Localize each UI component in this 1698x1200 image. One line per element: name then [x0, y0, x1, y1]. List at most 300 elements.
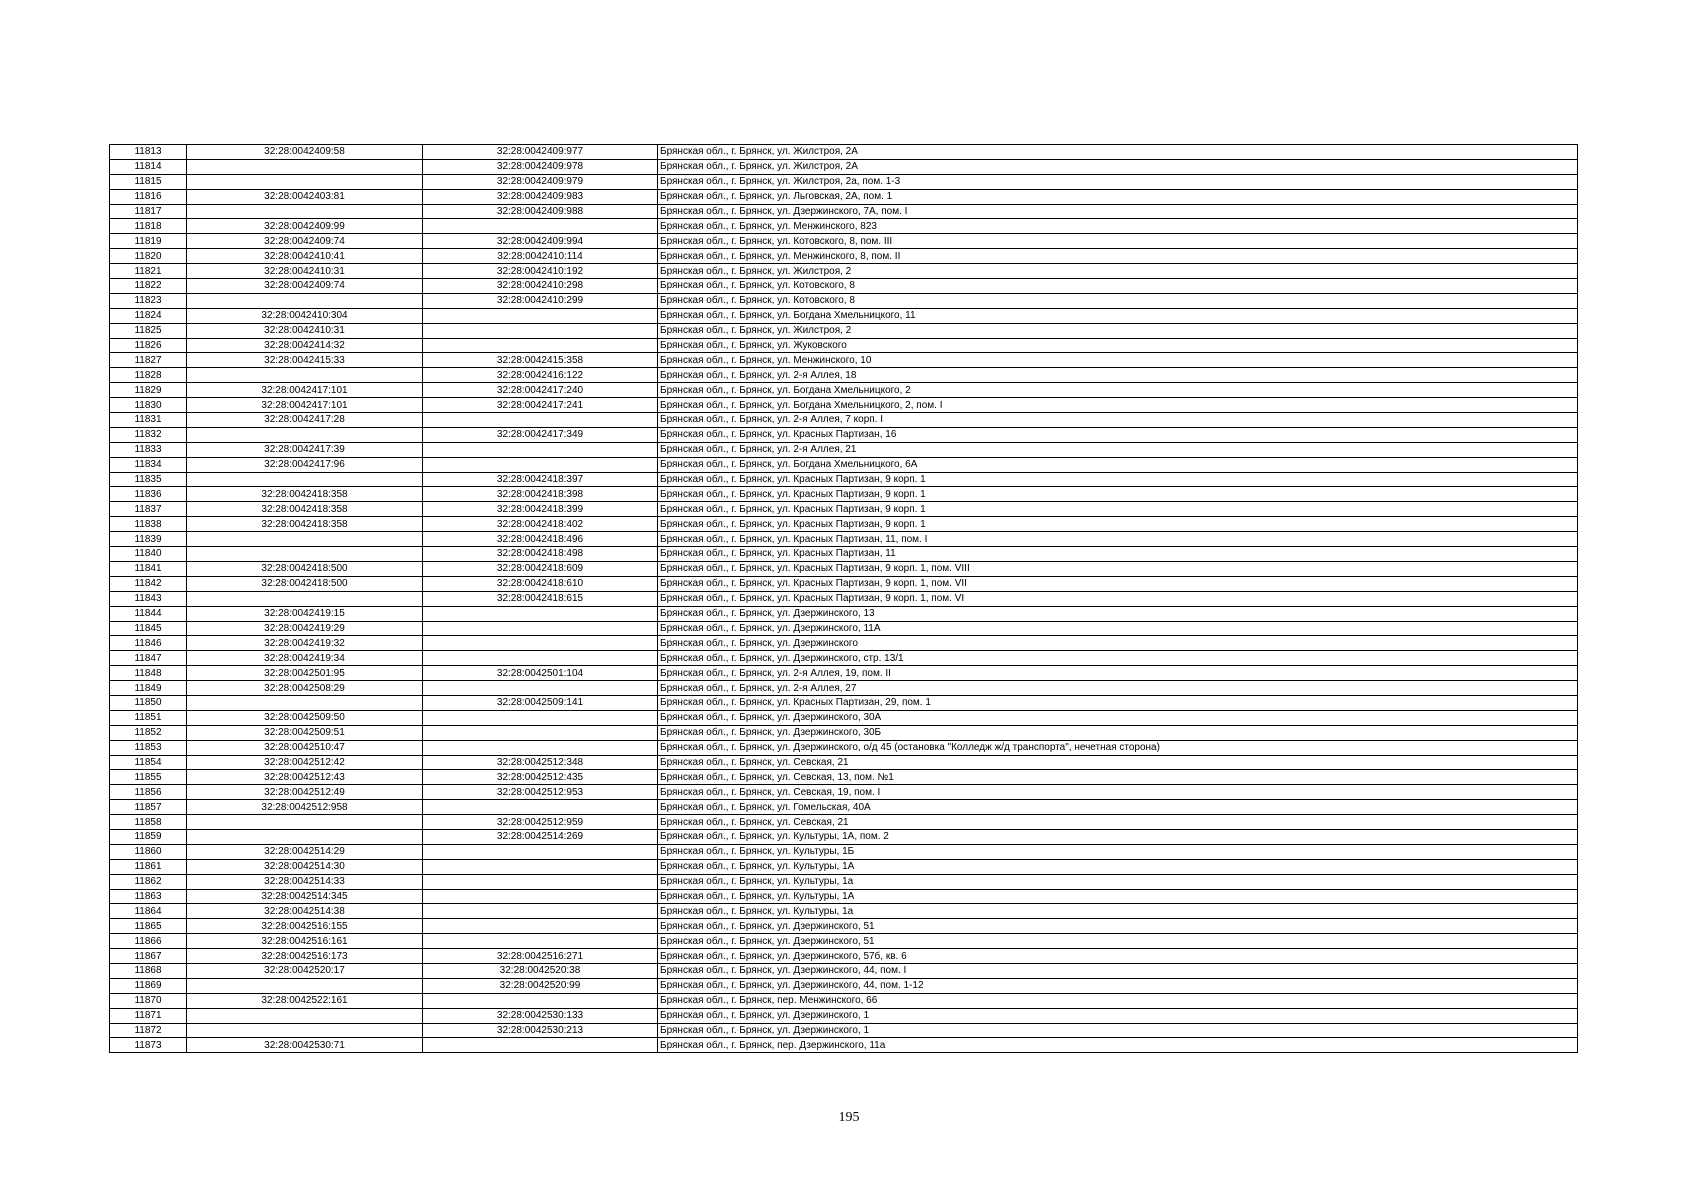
address-cell: Брянская обл., г. Брянск, ул. Котовского, 8 — [658, 279, 1578, 294]
address-cell: Брянская обл., г. Брянск, ул. Жилстроя, 2 — [658, 264, 1578, 279]
land-cadastral-number-cell: 32:28:0042516:161 — [187, 934, 423, 949]
address-cell: Брянская обл., г. Брянск, ул. 2-я Аллея, 7 корп. I — [658, 413, 1578, 428]
table-row — [110, 829, 1578, 844]
land-cadastral-number-cell: 32:28:0042530:71 — [187, 1038, 423, 1053]
row-number-cell: 11849 — [110, 681, 187, 696]
building-cadastral-number-cell: 32:28:0042417:241 — [423, 398, 658, 413]
land-cadastral-number-cell: 32:28:0042520:17 — [187, 963, 423, 978]
row-number-cell: 11872 — [110, 1023, 187, 1038]
table-row — [110, 815, 1578, 830]
row-number-cell: 11854 — [110, 755, 187, 770]
address-cell: Брянская обл., г. Брянск, пер. Менжинского, 66 — [658, 993, 1578, 1008]
land-cadastral-number-cell — [187, 368, 423, 383]
building-cadastral-number-cell — [423, 800, 658, 815]
row-number-cell: 11866 — [110, 934, 187, 949]
land-cadastral-number-cell — [187, 1023, 423, 1038]
row-number-cell: 11839 — [110, 532, 187, 547]
building-cadastral-number-cell: 32:28:0042409:988 — [423, 204, 658, 219]
land-cadastral-number-cell: 32:28:0042509:50 — [187, 710, 423, 725]
address-cell: Брянская обл., г. Брянск, ул. Красных Партизан, 9 корп. 1 — [658, 517, 1578, 532]
building-cadastral-number-cell: 32:28:0042418:609 — [423, 561, 658, 576]
table-row — [110, 398, 1578, 413]
table-row — [110, 249, 1578, 264]
table-row — [110, 636, 1578, 651]
land-cadastral-number-cell: 32:28:0042512:42 — [187, 755, 423, 770]
table-row — [110, 666, 1578, 681]
address-cell: Брянская обл., г. Брянск, ул. 2-я Аллея, 21 — [658, 442, 1578, 457]
row-number-cell: 11837 — [110, 502, 187, 517]
row-number-cell: 11840 — [110, 547, 187, 562]
row-number-cell: 11830 — [110, 398, 187, 413]
address-cell: Брянская обл., г. Брянск, ул. Менжинского, 8, пом. II — [658, 249, 1578, 264]
row-number-cell: 11825 — [110, 323, 187, 338]
row-number-cell: 11824 — [110, 308, 187, 323]
table-row — [110, 487, 1578, 502]
land-cadastral-number-cell: 32:28:0042418:358 — [187, 502, 423, 517]
address-cell: Брянская обл., г. Брянск, ул. Дзержинского, 1 — [658, 1008, 1578, 1023]
address-cell: Брянская обл., г. Брянск, ул. Котовского, 8 — [658, 293, 1578, 308]
row-number-cell: 11857 — [110, 800, 187, 815]
land-cadastral-number-cell: 32:28:0042410:31 — [187, 323, 423, 338]
land-cadastral-number-cell: 32:28:0042410:31 — [187, 264, 423, 279]
table-row — [110, 1023, 1578, 1038]
address-cell: Брянская обл., г. Брянск, ул. Дзержинского — [658, 636, 1578, 651]
address-cell: Брянская обл., г. Брянск, ул. Дзержинского, 44, пом. I — [658, 963, 1578, 978]
table-row — [110, 159, 1578, 174]
land-cadastral-number-cell: 32:28:0042417:101 — [187, 398, 423, 413]
land-cadastral-number-cell: 32:28:0042409:58 — [187, 145, 423, 160]
land-cadastral-number-cell: 32:28:0042410:304 — [187, 308, 423, 323]
row-number-cell: 11861 — [110, 859, 187, 874]
address-cell: Брянская обл., г. Брянск, ул. Жилстроя, 2а, пом. 1-3 — [658, 174, 1578, 189]
table-row — [110, 472, 1578, 487]
address-cell: Брянская обл., г. Брянск, ул. Красных Партизан, 9 корп. 1 — [658, 487, 1578, 502]
table-row — [110, 174, 1578, 189]
land-cadastral-number-cell: 32:28:0042510:47 — [187, 740, 423, 755]
land-cadastral-number-cell: 32:28:0042410:41 — [187, 249, 423, 264]
address-cell: Брянская обл., г. Брянск, ул. Культуры, 1А, пом. 2 — [658, 829, 1578, 844]
building-cadastral-number-cell — [423, 919, 658, 934]
building-cadastral-number-cell: 32:28:0042501:104 — [423, 666, 658, 681]
row-number-cell: 11868 — [110, 963, 187, 978]
address-cell: Брянская обл., г. Брянск, ул. Дзержинского, 57б, кв. 6 — [658, 949, 1578, 964]
row-number-cell: 11858 — [110, 815, 187, 830]
row-number-cell: 11822 — [110, 279, 187, 294]
building-cadastral-number-cell — [423, 219, 658, 234]
building-cadastral-number-cell: 32:28:0042530:133 — [423, 1008, 658, 1023]
address-cell: Брянская обл., г. Брянск, ул. Севская, 21 — [658, 815, 1578, 830]
land-cadastral-number-cell: 32:28:0042508:29 — [187, 681, 423, 696]
land-cadastral-number-cell: 32:28:0042419:15 — [187, 606, 423, 621]
address-cell: Брянская обл., г. Брянск, ул. Дзержинского, 51 — [658, 919, 1578, 934]
row-number-cell: 11834 — [110, 457, 187, 472]
address-cell: Брянская обл., г. Брянск, ул. Дзержинского, 30Б — [658, 725, 1578, 740]
address-cell: Брянская обл., г. Брянск, ул. Красных Партизан, 29, пом. 1 — [658, 695, 1578, 710]
row-number-cell: 11870 — [110, 993, 187, 1008]
table-row — [110, 785, 1578, 800]
table-row — [110, 532, 1578, 547]
building-cadastral-number-cell: 32:28:0042410:114 — [423, 249, 658, 264]
building-cadastral-number-cell: 32:28:0042409:983 — [423, 189, 658, 204]
table-row — [110, 279, 1578, 294]
address-cell: Брянская обл., г. Брянск, ул. Жилстроя, 2А — [658, 145, 1578, 160]
building-cadastral-number-cell: 32:28:0042418:615 — [423, 591, 658, 606]
table-row — [110, 725, 1578, 740]
row-number-cell: 11818 — [110, 219, 187, 234]
table-row — [110, 234, 1578, 249]
address-cell: Брянская обл., г. Брянск, ул. 2-я Аллея, 27 — [658, 681, 1578, 696]
building-cadastral-number-cell: 32:28:0042514:269 — [423, 829, 658, 844]
building-cadastral-number-cell — [423, 457, 658, 472]
row-number-cell: 11867 — [110, 949, 187, 964]
building-cadastral-number-cell — [423, 651, 658, 666]
address-cell: Брянская обл., г. Брянск, ул. Красных Партизан, 11 — [658, 547, 1578, 562]
land-cadastral-number-cell — [187, 159, 423, 174]
address-cell: Брянская обл., г. Брянск, ул. Красных Партизан, 9 корп. 1, пом. VII — [658, 576, 1578, 591]
address-cell: Брянская обл., г. Брянск, ул. Дзержинского, 11А — [658, 621, 1578, 636]
page-number: 195 — [838, 1110, 860, 1125]
land-cadastral-number-cell: 32:28:0042418:500 — [187, 576, 423, 591]
land-cadastral-number-cell: 32:28:0042516:173 — [187, 949, 423, 964]
land-cadastral-number-cell — [187, 174, 423, 189]
land-cadastral-number-cell: 32:28:0042414:32 — [187, 338, 423, 353]
row-number-cell: 11826 — [110, 338, 187, 353]
table-row — [110, 591, 1578, 606]
building-cadastral-number-cell: 32:28:0042418:402 — [423, 517, 658, 532]
row-number-cell: 11814 — [110, 159, 187, 174]
building-cadastral-number-cell — [423, 442, 658, 457]
building-cadastral-number-cell: 32:28:0042512:959 — [423, 815, 658, 830]
building-cadastral-number-cell — [423, 993, 658, 1008]
building-cadastral-number-cell: 32:28:0042418:397 — [423, 472, 658, 487]
address-cell: Брянская обл., г. Брянск, ул. Дзержинского, 13 — [658, 606, 1578, 621]
table-row — [110, 219, 1578, 234]
building-cadastral-number-cell — [423, 874, 658, 889]
table-row — [110, 710, 1578, 725]
land-cadastral-number-cell: 32:28:0042514:33 — [187, 874, 423, 889]
address-cell: Брянская обл., г. Брянск, ул. Культуры, 1а — [658, 874, 1578, 889]
building-cadastral-number-cell: 32:28:0042410:298 — [423, 279, 658, 294]
address-cell: Брянская обл., г. Брянск, ул. Севская, 19, пом. I — [658, 785, 1578, 800]
land-cadastral-number-cell: 32:28:0042514:29 — [187, 844, 423, 859]
land-cadastral-number-cell: 32:28:0042417:39 — [187, 442, 423, 457]
row-number-cell: 11864 — [110, 904, 187, 919]
address-cell: Брянская обл., г. Брянск, ул. Жилстроя, 2 — [658, 323, 1578, 338]
land-cadastral-number-cell: 32:28:0042501:95 — [187, 666, 423, 681]
land-cadastral-number-cell: 32:28:0042417:96 — [187, 457, 423, 472]
building-cadastral-number-cell: 32:28:0042418:398 — [423, 487, 658, 502]
land-cadastral-number-cell — [187, 815, 423, 830]
row-number-cell: 11829 — [110, 383, 187, 398]
table-row — [110, 308, 1578, 323]
building-cadastral-number-cell: 32:28:0042417:349 — [423, 427, 658, 442]
row-number-cell: 11831 — [110, 413, 187, 428]
row-number-cell: 11841 — [110, 561, 187, 576]
address-cell: Брянская обл., г. Брянск, ул. Красных Партизан, 9 корп. 1 — [658, 502, 1578, 517]
building-cadastral-number-cell: 32:28:0042418:610 — [423, 576, 658, 591]
table-row — [110, 740, 1578, 755]
table-row — [110, 963, 1578, 978]
address-cell: Брянская обл., г. Брянск, ул. Красных Партизан, 9 корп. 1 — [658, 472, 1578, 487]
building-cadastral-number-cell — [423, 859, 658, 874]
row-number-cell: 11855 — [110, 770, 187, 785]
address-cell: Брянская обл., г. Брянск, ул. Жуковского — [658, 338, 1578, 353]
table-row — [110, 353, 1578, 368]
building-cadastral-number-cell — [423, 681, 658, 696]
land-cadastral-number-cell: 32:28:0042419:32 — [187, 636, 423, 651]
address-cell: Брянская обл., г. Брянск, ул. Гомельская, 40А — [658, 800, 1578, 815]
table-row — [110, 621, 1578, 636]
building-cadastral-number-cell — [423, 413, 658, 428]
row-number-cell: 11871 — [110, 1008, 187, 1023]
land-cadastral-number-cell: 32:28:0042512:43 — [187, 770, 423, 785]
table-row — [110, 993, 1578, 1008]
address-cell: Брянская обл., г. Брянск, ул. Дзержинского, 30А — [658, 710, 1578, 725]
building-cadastral-number-cell — [423, 621, 658, 636]
land-cadastral-number-cell: 32:28:0042514:30 — [187, 859, 423, 874]
building-cadastral-number-cell: 32:28:0042418:399 — [423, 502, 658, 517]
row-number-cell: 11865 — [110, 919, 187, 934]
address-cell: Брянская обл., г. Брянск, пер. Дзержинского, 11а — [658, 1038, 1578, 1053]
address-cell: Брянская обл., г. Брянск, ул. Дзержинского, 51 — [658, 934, 1578, 949]
building-cadastral-number-cell: 32:28:0042516:271 — [423, 949, 658, 964]
table-row — [110, 919, 1578, 934]
land-cadastral-number-cell: 32:28:0042417:28 — [187, 413, 423, 428]
building-cadastral-number-cell: 32:28:0042512:953 — [423, 785, 658, 800]
address-cell: Брянская обл., г. Брянск, ул. Богдана Хмельницкого, 6А — [658, 457, 1578, 472]
table-row — [110, 561, 1578, 576]
land-cadastral-number-cell: 32:28:0042415:33 — [187, 353, 423, 368]
building-cadastral-number-cell: 32:28:0042415:358 — [423, 353, 658, 368]
building-cadastral-number-cell: 32:28:0042417:240 — [423, 383, 658, 398]
row-number-cell: 11820 — [110, 249, 187, 264]
land-cadastral-number-cell: 32:28:0042512:958 — [187, 800, 423, 815]
row-number-cell: 11821 — [110, 264, 187, 279]
land-cadastral-number-cell: 32:28:0042522:161 — [187, 993, 423, 1008]
address-cell: Брянская обл., г. Брянск, ул. Льговская, 2А, пом. 1 — [658, 189, 1578, 204]
address-cell: Брянская обл., г. Брянск, ул. Дзержинского, 7А, пом. I — [658, 204, 1578, 219]
row-number-cell: 11843 — [110, 591, 187, 606]
address-cell: Брянская обл., г. Брянск, ул. Котовского, 8, пом. III — [658, 234, 1578, 249]
land-cadastral-number-cell: 32:28:0042403:81 — [187, 189, 423, 204]
building-cadastral-number-cell — [423, 844, 658, 859]
address-cell: Брянская обл., г. Брянск, ул. Красных Партизан, 16 — [658, 427, 1578, 442]
table-row — [110, 189, 1578, 204]
building-cadastral-number-cell — [423, 710, 658, 725]
building-cadastral-number-cell: 32:28:0042530:213 — [423, 1023, 658, 1038]
row-number-cell: 11873 — [110, 1038, 187, 1053]
building-cadastral-number-cell — [423, 889, 658, 904]
row-number-cell: 11816 — [110, 189, 187, 204]
table-row — [110, 949, 1578, 964]
land-cadastral-number-cell — [187, 695, 423, 710]
address-cell: Брянская обл., г. Брянск, ул. Культуры, 1А — [658, 889, 1578, 904]
table-row — [110, 755, 1578, 770]
table-row — [110, 1008, 1578, 1023]
row-number-cell: 11815 — [110, 174, 187, 189]
address-cell: Брянская обл., г. Брянск, ул. 2-я Аллея, 19, пом. II — [658, 666, 1578, 681]
table-row — [110, 1038, 1578, 1053]
address-cell: Брянская обл., г. Брянск, ул. Красных Партизан, 9 корп. 1, пом. VI — [658, 591, 1578, 606]
land-cadastral-number-cell — [187, 829, 423, 844]
table-row — [110, 338, 1578, 353]
table-row — [110, 874, 1578, 889]
table-row — [110, 606, 1578, 621]
row-number-cell: 11817 — [110, 204, 187, 219]
address-cell: Брянская обл., г. Брянск, ул. Богдана Хмельницкого, 2 — [658, 383, 1578, 398]
table-row — [110, 651, 1578, 666]
building-cadastral-number-cell: 32:28:0042520:99 — [423, 978, 658, 993]
row-number-cell: 11863 — [110, 889, 187, 904]
land-cadastral-number-cell: 32:28:0042512:49 — [187, 785, 423, 800]
address-cell: Брянская обл., г. Брянск, ул. Богдана Хмельницкого, 2, пом. I — [658, 398, 1578, 413]
table-row — [110, 204, 1578, 219]
land-cadastral-number-cell: 32:28:0042409:74 — [187, 234, 423, 249]
land-cadastral-number-cell — [187, 532, 423, 547]
address-cell: Брянская обл., г. Брянск, ул. Богдана Хмельницкого, 11 — [658, 308, 1578, 323]
address-cell: Брянская обл., г. Брянск, ул. Дзержинского, 44, пом. 1-12 — [658, 978, 1578, 993]
address-cell: Брянская обл., г. Брянск, ул. Культуры, 1Б — [658, 844, 1578, 859]
table-row — [110, 576, 1578, 591]
table-row — [110, 502, 1578, 517]
row-number-cell: 11813 — [110, 145, 187, 160]
row-number-cell: 11847 — [110, 651, 187, 666]
row-number-cell: 11823 — [110, 293, 187, 308]
land-cadastral-number-cell — [187, 1008, 423, 1023]
address-cell: Брянская обл., г. Брянск, ул. Дзержинского, о/д 45 (остановка "Колледж ж/д транспорта", нечетная сторона) — [658, 740, 1578, 755]
land-cadastral-number-cell — [187, 547, 423, 562]
row-number-cell: 11842 — [110, 576, 187, 591]
land-cadastral-number-cell — [187, 472, 423, 487]
building-cadastral-number-cell: 32:28:0042409:977 — [423, 145, 658, 160]
land-cadastral-number-cell: 32:28:0042514:38 — [187, 904, 423, 919]
address-cell: Брянская обл., г. Брянск, ул. Красных Партизан, 11, пом. I — [658, 532, 1578, 547]
building-cadastral-number-cell: 32:28:0042520:38 — [423, 963, 658, 978]
table-row — [110, 413, 1578, 428]
row-number-cell: 11852 — [110, 725, 187, 740]
building-cadastral-number-cell: 32:28:0042512:348 — [423, 755, 658, 770]
building-cadastral-number-cell — [423, 934, 658, 949]
building-cadastral-number-cell: 32:28:0042409:978 — [423, 159, 658, 174]
row-number-cell: 11833 — [110, 442, 187, 457]
land-cadastral-number-cell — [187, 427, 423, 442]
row-number-cell: 11850 — [110, 695, 187, 710]
row-number-cell: 11844 — [110, 606, 187, 621]
table-row — [110, 517, 1578, 532]
table-row — [110, 293, 1578, 308]
building-cadastral-number-cell: 32:28:0042416:122 — [423, 368, 658, 383]
building-cadastral-number-cell: 32:28:0042409:979 — [423, 174, 658, 189]
land-cadastral-number-cell: 32:28:0042418:500 — [187, 561, 423, 576]
row-number-cell: 11859 — [110, 829, 187, 844]
table-row — [110, 681, 1578, 696]
table-row — [110, 934, 1578, 949]
building-cadastral-number-cell — [423, 323, 658, 338]
building-cadastral-number-cell: 32:28:0042409:994 — [423, 234, 658, 249]
land-cadastral-number-cell — [187, 293, 423, 308]
address-cell: Брянская обл., г. Брянск, ул. 2-я Аллея, 18 — [658, 368, 1578, 383]
row-number-cell: 11828 — [110, 368, 187, 383]
table-row — [110, 383, 1578, 398]
address-cell: Брянская обл., г. Брянск, ул. Севская, 13, пом. №1 — [658, 770, 1578, 785]
table-row — [110, 442, 1578, 457]
building-cadastral-number-cell — [423, 1038, 658, 1053]
building-cadastral-number-cell — [423, 308, 658, 323]
table-row — [110, 547, 1578, 562]
land-cadastral-number-cell: 32:28:0042419:29 — [187, 621, 423, 636]
address-cell: Брянская обл., г. Брянск, ул. Менжинского, 823 — [658, 219, 1578, 234]
table-row — [110, 844, 1578, 859]
land-cadastral-number-cell: 32:28:0042409:74 — [187, 279, 423, 294]
row-number-cell: 11856 — [110, 785, 187, 800]
land-cadastral-number-cell: 32:28:0042419:34 — [187, 651, 423, 666]
land-cadastral-number-cell: 32:28:0042409:99 — [187, 219, 423, 234]
table-row — [110, 145, 1578, 160]
row-number-cell: 11862 — [110, 874, 187, 889]
row-number-cell: 11860 — [110, 844, 187, 859]
building-cadastral-number-cell: 32:28:0042410:192 — [423, 264, 658, 279]
address-cell: Брянская обл., г. Брянск, ул. Культуры, 1А — [658, 859, 1578, 874]
building-cadastral-number-cell: 32:28:0042509:141 — [423, 695, 658, 710]
table-row — [110, 368, 1578, 383]
address-cell: Брянская обл., г. Брянск, ул. Красных Партизан, 9 корп. 1, пом. VIII — [658, 561, 1578, 576]
land-cadastral-number-cell: 32:28:0042418:358 — [187, 517, 423, 532]
building-cadastral-number-cell — [423, 338, 658, 353]
row-number-cell: 11832 — [110, 427, 187, 442]
row-number-cell: 11838 — [110, 517, 187, 532]
row-number-cell: 11845 — [110, 621, 187, 636]
table-row — [110, 889, 1578, 904]
registry-table-body — [110, 145, 1578, 1053]
land-cadastral-number-cell: 32:28:0042514:345 — [187, 889, 423, 904]
building-cadastral-number-cell: 32:28:0042512:435 — [423, 770, 658, 785]
address-cell: Брянская обл., г. Брянск, ул. Культуры, 1а — [658, 904, 1578, 919]
table-row — [110, 904, 1578, 919]
row-number-cell: 11848 — [110, 666, 187, 681]
address-cell: Брянская обл., г. Брянск, ул. Севская, 21 — [658, 755, 1578, 770]
land-cadastral-number-cell — [187, 591, 423, 606]
building-cadastral-number-cell: 32:28:0042418:498 — [423, 547, 658, 562]
land-cadastral-number-cell: 32:28:0042509:51 — [187, 725, 423, 740]
table-row — [110, 859, 1578, 874]
row-number-cell: 11836 — [110, 487, 187, 502]
table-row — [110, 264, 1578, 279]
building-cadastral-number-cell — [423, 904, 658, 919]
land-cadastral-number-cell — [187, 204, 423, 219]
land-cadastral-number-cell: 32:28:0042417:101 — [187, 383, 423, 398]
building-cadastral-number-cell — [423, 606, 658, 621]
building-cadastral-number-cell — [423, 740, 658, 755]
row-number-cell: 11869 — [110, 978, 187, 993]
building-cadastral-number-cell: 32:28:0042418:496 — [423, 532, 658, 547]
table-row — [110, 323, 1578, 338]
address-cell: Брянская обл., г. Брянск, ул. Дзержинского, стр. 13/1 — [658, 651, 1578, 666]
row-number-cell: 11853 — [110, 740, 187, 755]
row-number-cell: 11835 — [110, 472, 187, 487]
row-number-cell: 11819 — [110, 234, 187, 249]
land-cadastral-number-cell — [187, 978, 423, 993]
table-row — [110, 978, 1578, 993]
building-cadastral-number-cell: 32:28:0042410:299 — [423, 293, 658, 308]
table-row — [110, 695, 1578, 710]
address-cell: Брянская обл., г. Брянск, ул. Менжинского, 10 — [658, 353, 1578, 368]
table-row — [110, 427, 1578, 442]
cadastral-registry-table — [109, 144, 1578, 1053]
address-cell: Брянская обл., г. Брянск, ул. Дзержинского, 1 — [658, 1023, 1578, 1038]
building-cadastral-number-cell — [423, 725, 658, 740]
building-cadastral-number-cell — [423, 636, 658, 651]
table-row — [110, 770, 1578, 785]
